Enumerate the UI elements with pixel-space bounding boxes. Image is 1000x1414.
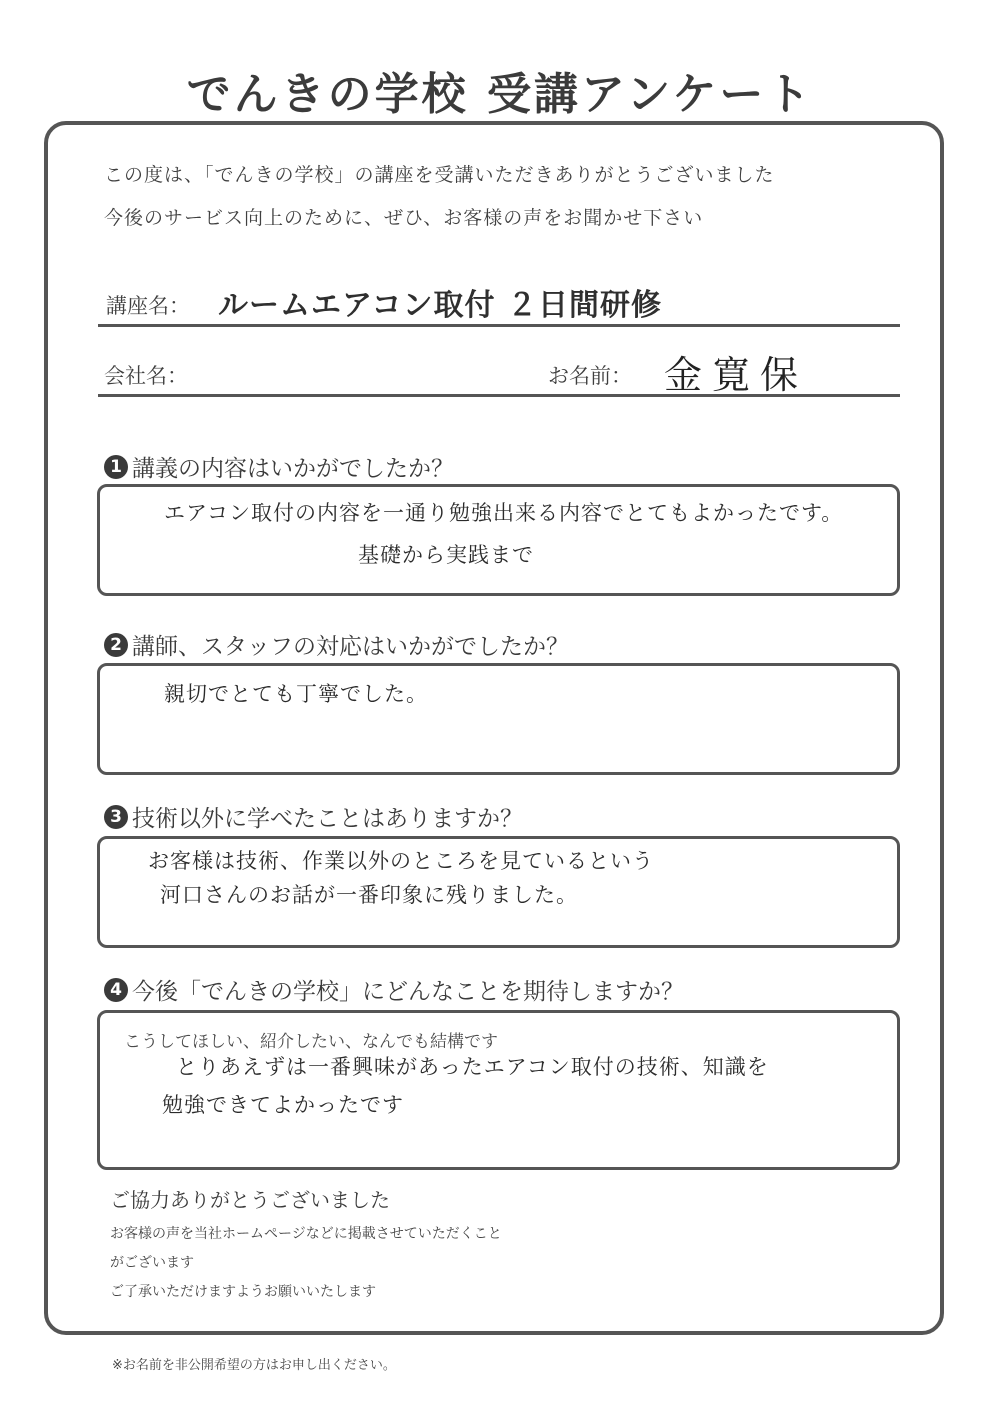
question-1-text: 講義の内容はいかがでしたか？ — [132, 456, 454, 482]
question-number-1: 1 — [104, 455, 128, 479]
answer-2-box — [97, 663, 900, 775]
question-4 — [104, 973, 684, 1006]
answer-4-box — [97, 1010, 900, 1170]
survey-title: でんきの学校 受講アンケート — [186, 69, 814, 120]
publication-note-line-2: がございます — [110, 1255, 194, 1271]
answer-3-line-1: お客様は技術、作業以外のところを見ているという — [148, 849, 654, 873]
question-number-3: 3 — [104, 805, 128, 829]
answer-4-line-2: 勉強できてよかったです — [162, 1093, 404, 1117]
publication-note-line-1: お客様の声を当社ホームページなどに掲載させていただくこと — [110, 1226, 502, 1242]
answer-3-line-2: 河口さんのお話が一番印象に残りました。 — [160, 883, 578, 907]
answer-1-box — [97, 484, 900, 596]
question-3-text: 技術以外に学べたことはありますか？ — [132, 806, 523, 832]
intro-line-1: この度は、「でんきの学校」の講座を受講いただきありがとうございました — [104, 164, 775, 186]
answer-1-line-1: エアコン取付の内容を一通り勉強出来る内容でとてもよかったです。 — [164, 501, 844, 525]
question-2-text: 講師、スタッフの対応はいかがでしたか？ — [132, 634, 569, 660]
privacy-footnote: ※お名前を非公開希望の方はお申し出ください。 — [112, 1358, 396, 1373]
publication-note-line-3: ご了承いただけますようお願いいたします — [110, 1284, 376, 1300]
question-number-2: 2 — [104, 633, 128, 657]
answer-4-hint: こうしてほしい、紹介したい、なんでも結構です — [124, 1032, 498, 1052]
answer-4-line-1: とりあえずは一番興味があったエアコン取付の技術、知識を — [176, 1055, 769, 1079]
thanks-message: ご協力ありがとうございました — [110, 1188, 390, 1212]
answer-2-line-1: 親切でとても丁寧でした。 — [164, 682, 428, 706]
intro-line-2: 今後のサービス向上のために、ぜひ、お客様の声をお聞かせ下さい — [104, 207, 704, 229]
answer-3-box — [97, 836, 900, 948]
company-label: 会社名： — [104, 364, 188, 388]
question-2 — [104, 628, 569, 661]
company-name-row — [98, 348, 900, 397]
course-name: ルームエアコン取付 ２日間研修 — [218, 288, 662, 323]
question-4-text: 今後「でんきの学校」にどんなことを期待しますか？ — [132, 979, 684, 1005]
course-label: 講座名： — [106, 294, 190, 318]
answer-1-line-2: 基礎から実践まで — [358, 543, 534, 567]
customer-name: 金寛保 — [664, 353, 809, 397]
course-row — [98, 280, 900, 327]
name-label: お名前： — [548, 364, 632, 388]
question-3 — [104, 800, 523, 833]
question-1 — [104, 450, 454, 483]
question-number-4: 4 — [104, 978, 128, 1002]
